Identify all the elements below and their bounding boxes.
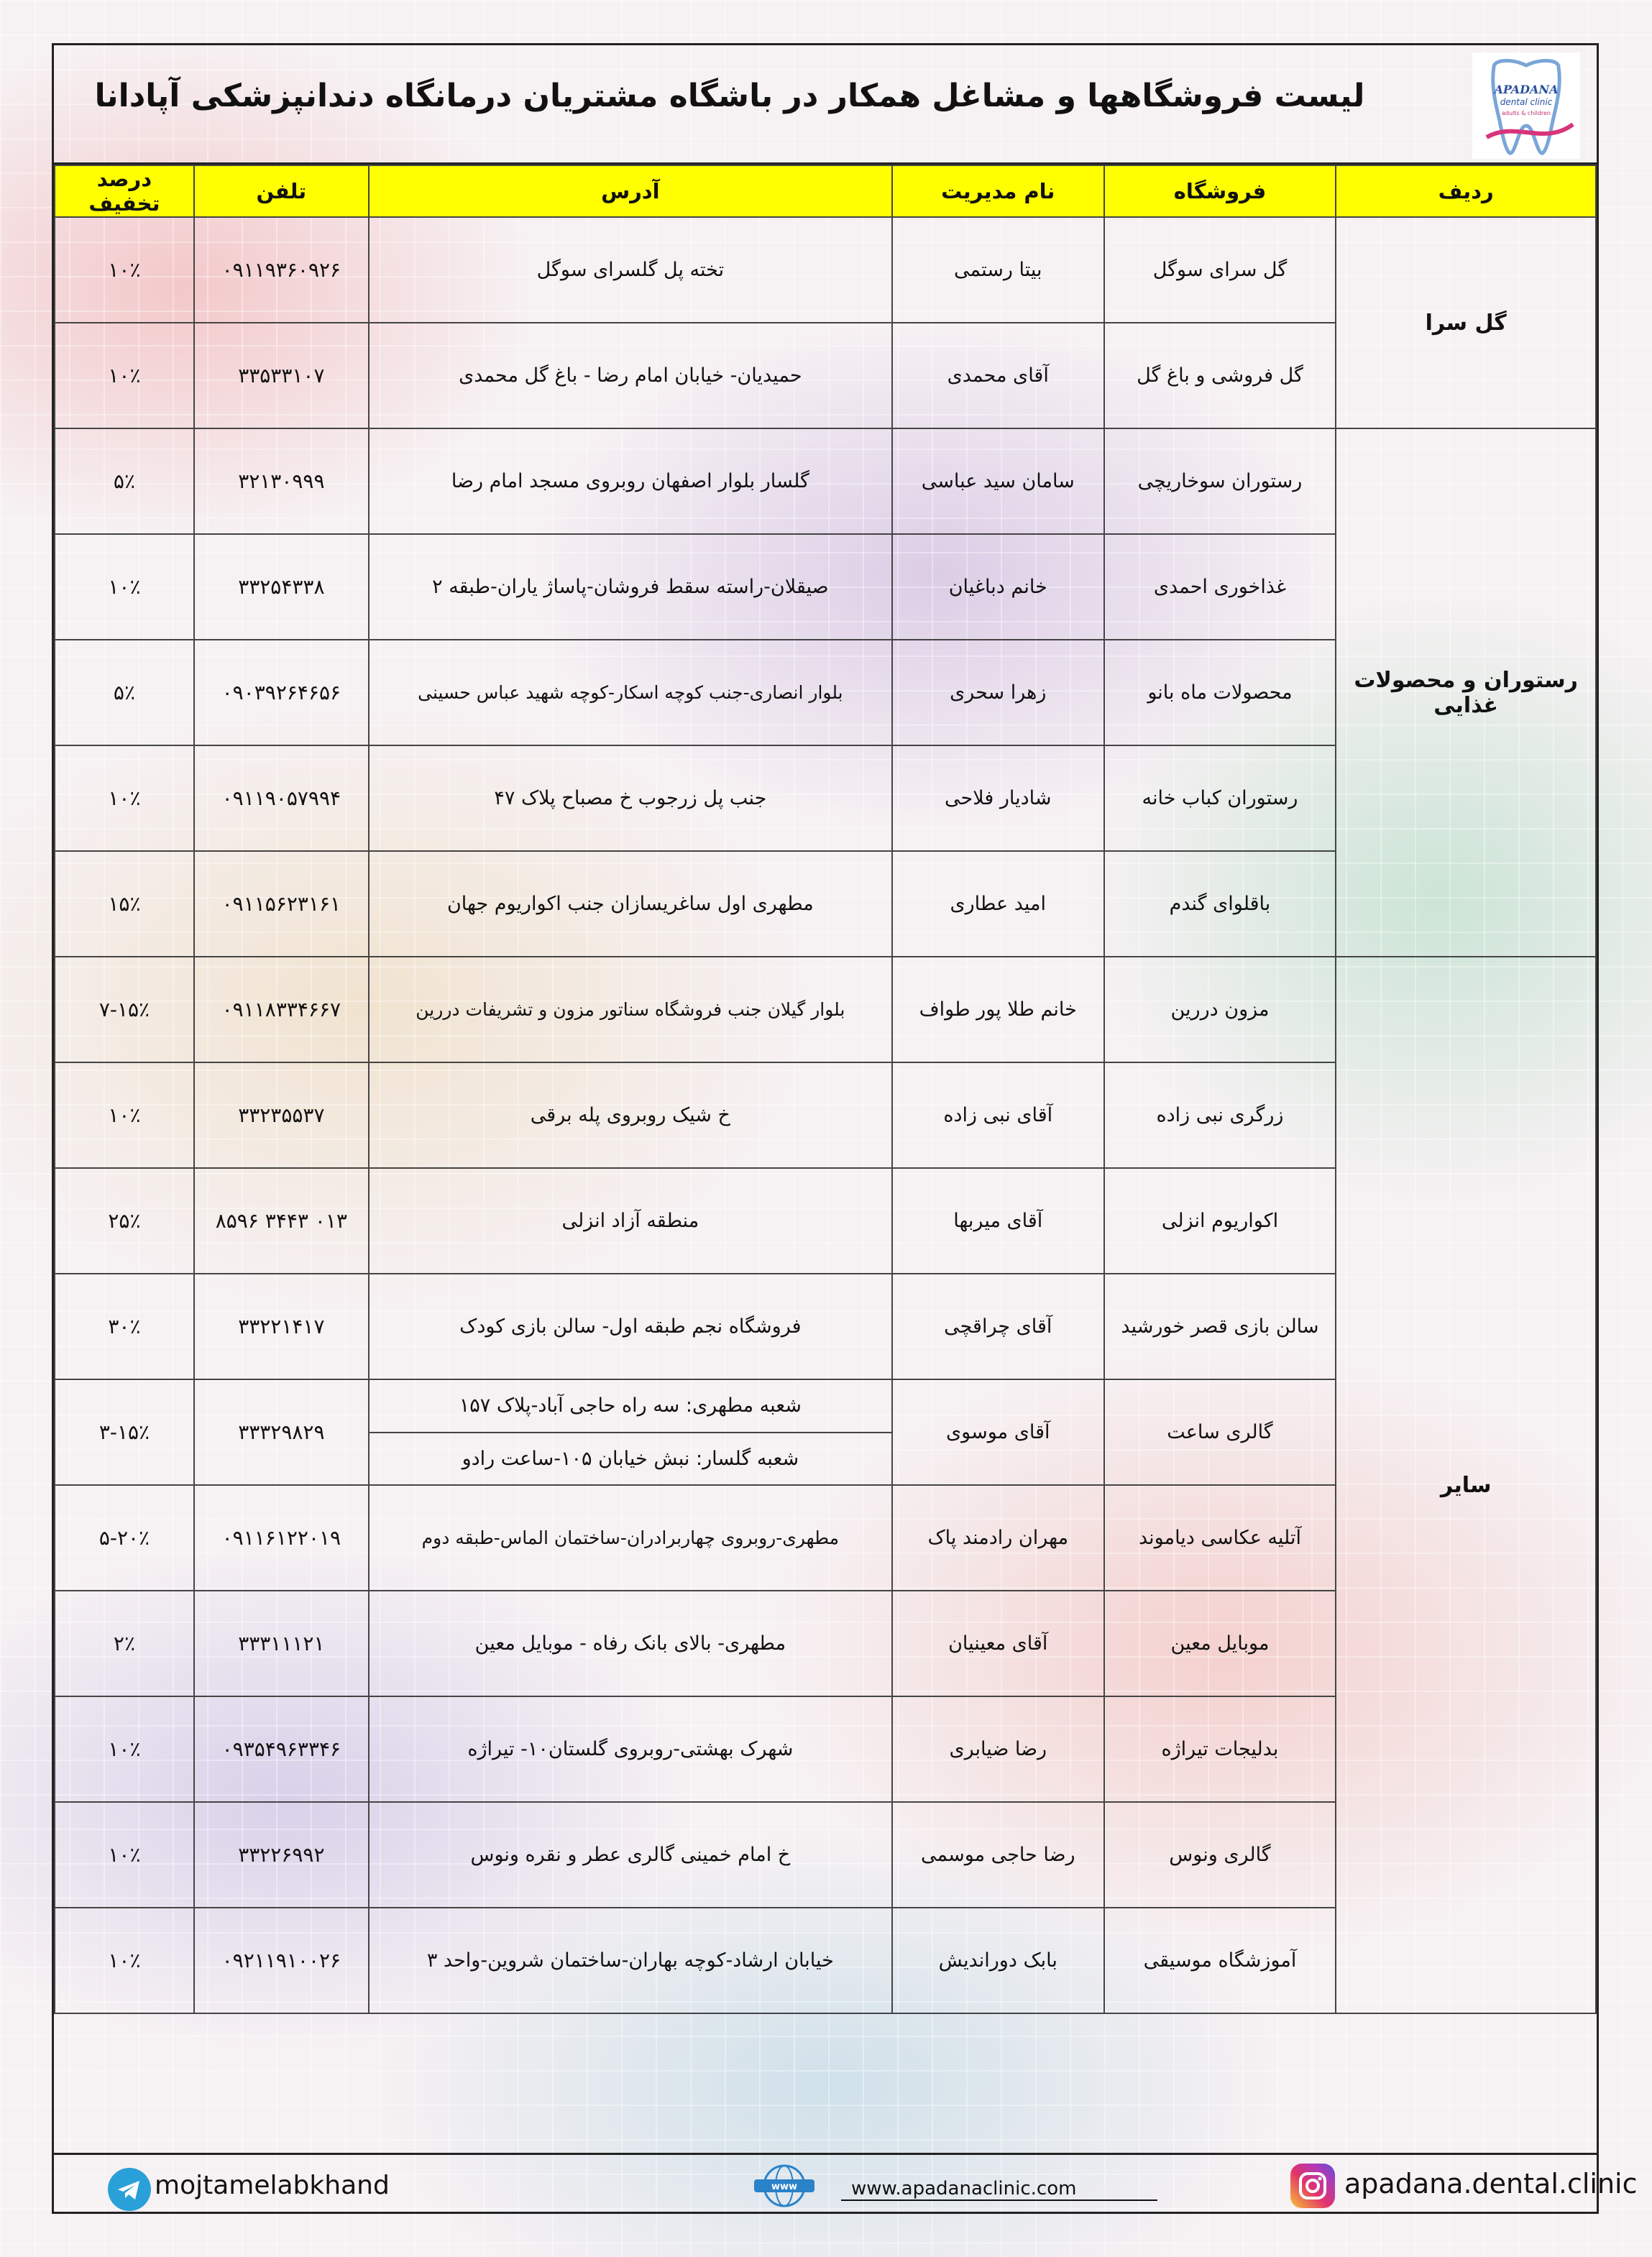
table-row [55, 217, 1596, 323]
phone: ۰۹۱۱۶۱۲۲۰۱۹ [194, 1485, 369, 1591]
address: شهرک بهشتی-روبروی گلستان۱۰- تیراژه [369, 1696, 892, 1802]
store-name: گل فروشی و باغ گل [1104, 323, 1336, 428]
address: صیقلان-راسته سقط فروشان-پاساژ یاران-طبقه ۲ [369, 534, 892, 640]
clinic-logo [1472, 52, 1580, 159]
col-header-store: فروشگاه [1104, 165, 1336, 217]
address: جنب پل زرجوب خ مصباح پلاک ۴۷ [369, 745, 892, 851]
discount: ۵٪ [55, 428, 194, 534]
address: منطقه آزاد انزلی [369, 1168, 892, 1274]
address-branch-1: شعبه مطهری: سه راه حاجی آباد-پلاک ۱۵۷ [369, 1379, 892, 1433]
store-name: گل سرای سوگل [1104, 217, 1336, 323]
phone: ۰۹۱۱۸۳۳۴۶۶۷ [194, 957, 369, 1062]
instagram-icon[interactable] [1290, 2164, 1335, 2208]
manager-name: آقای موسوی [892, 1379, 1104, 1485]
table-header-row [55, 165, 1596, 217]
store-name: باقلوای گندم [1104, 851, 1336, 957]
logo-brand: APADANA [1494, 83, 1559, 96]
discount: ۳۰٪ [55, 1274, 194, 1379]
discount: ۱۰٪ [55, 1062, 194, 1168]
discount: ۵-۲۰٪ [55, 1485, 194, 1591]
discount: ۱۰٪ [55, 534, 194, 640]
table-row [55, 957, 1596, 1062]
www-label: www [771, 2182, 798, 2192]
address: خ شیک روبروی پله برقی [369, 1062, 892, 1168]
address: بلوار انصاری-جنب کوچه اسکار-کوچه شهید عباس حسینی [369, 640, 892, 745]
header [54, 45, 1597, 165]
manager-name: آقای نبی زاده [892, 1062, 1104, 1168]
address: فروشگاه نجم طبقه اول- سالن بازی کودک [369, 1274, 892, 1379]
website-link[interactable]: www.apadanaclinic.com [841, 2178, 1157, 2201]
phone: ۳۳۲۵۴۳۳۸ [194, 534, 369, 640]
phone: ۰۹۰۳۹۲۶۴۶۵۶ [194, 640, 369, 745]
store-name: محصولات ماه بانو [1104, 640, 1336, 745]
address: مطهری- بالای بانک رفاه - موبایل معین [369, 1591, 892, 1696]
col-header-address: آدرس [369, 165, 892, 217]
manager-name: خانم دباغیان [892, 534, 1104, 640]
manager-name: مهران رادمند پاک [892, 1485, 1104, 1591]
discount: ۵٪ [55, 640, 194, 745]
store-name: گالری ونوس [1104, 1802, 1336, 1908]
phone: ۳۳۲۳۵۵۳۷ [194, 1062, 369, 1168]
table-row [55, 428, 1596, 534]
store-name: گالری ساعت [1104, 1379, 1336, 1485]
phone: ۰۹۱۱۹۰۵۷۹۹۴ [194, 745, 369, 851]
logo-subtitle: dental clinic [1500, 97, 1553, 107]
store-name: زرگری نبی زاده [1104, 1062, 1336, 1168]
manager-name: آقای معینیان [892, 1591, 1104, 1696]
col-header-phone: تلفن [194, 165, 369, 217]
address: بلوار گیلان جنب فروشگاه سناتور مزون و تشریفات دررین [369, 957, 892, 1062]
discount: ۱۰٪ [55, 217, 194, 323]
manager-name: رضا حاجی موسمی [892, 1802, 1104, 1908]
discount: ۲۵٪ [55, 1168, 194, 1274]
manager-name: بابک دوراندیش [892, 1908, 1104, 2013]
phone: ۰۹۱۱۹۳۶۰۹۲۶ [194, 217, 369, 323]
col-header-row-number: ردیف [1336, 165, 1596, 217]
store-name: آتلیه عکاسی دیاموند [1104, 1485, 1336, 1591]
discount: ۲٪ [55, 1591, 194, 1696]
telegram-handle[interactable]: mojtamelabkhand [155, 2171, 390, 2200]
address: تخته پل گلسرای سوگل [369, 217, 892, 323]
manager-name: امید عطاری [892, 851, 1104, 957]
category-flowers: گل سرا [1336, 217, 1596, 428]
store-name: بدلیجات تیراژه [1104, 1696, 1336, 1802]
phone: ۰۹۱۱۵۶۲۳۱۶۱ [194, 851, 369, 957]
instagram-handle[interactable]: apadana.dental.clinic [1344, 2168, 1638, 2199]
address: مطهری-روبروی چهاربرادران-ساختمان الماس-طبقه دوم [369, 1485, 892, 1591]
phone: ۳۳۳۱۱۱۲۱ [194, 1591, 369, 1696]
address: خ امام خمینی گالری عطر و نقره ونوس [369, 1802, 892, 1908]
stores-table [54, 165, 1597, 2014]
page-title: لیست فروشگاهها و مشاغل همکار در باشگاه مشتریان درمانگاه دندانپزشکی آپادانا [94, 78, 1365, 114]
discount: ۱۰٪ [55, 323, 194, 428]
manager-name: خانم طلا پور طواف [892, 957, 1104, 1062]
col-header-discount: درصد تخفیف [55, 165, 194, 217]
store-name: غذاخوری احمدی [1104, 534, 1336, 640]
col-header-manager: نام مدیریت [892, 165, 1104, 217]
phone: ۳۲۱۳۰۹۹۹ [194, 428, 369, 534]
discount: ۱۰٪ [55, 745, 194, 851]
discount: ۷-۱۵٪ [55, 957, 194, 1062]
manager-name: آقای میربها [892, 1168, 1104, 1274]
phone: ۳۳۲۲۱۴۱۷ [194, 1274, 369, 1379]
address: خیابان ارشاد-کوچه بهاران-ساختمان شروین-واحد ۳ [369, 1908, 892, 2013]
phone: ۰۹۳۵۴۹۶۳۳۴۶ [194, 1696, 369, 1802]
category-other: سایر [1336, 957, 1596, 2013]
store-name: سالن بازی قصر خورشید [1104, 1274, 1336, 1379]
telegram-icon[interactable] [108, 2168, 151, 2211]
phone: ۳۳۵۳۳۱۰۷ [194, 323, 369, 428]
manager-name: شادیار فلاحی [892, 745, 1104, 851]
address-branch-2: شعبه گلسار: نبش خیابان ۱۰۵-ساعت رادو [369, 1433, 892, 1486]
manager-name: بیتا رستمی [892, 217, 1104, 323]
discount: ۱۰٪ [55, 1802, 194, 1908]
manager-name: آقای محمدی [892, 323, 1104, 428]
address: حمیدیان- خیابان امام رضا - باغ گل محمدی [369, 323, 892, 428]
phone: ۰۱۳ ۳۴۴۳ ۸۵۹۶ [194, 1168, 369, 1274]
phone: ۳۳۳۲۹۸۲۹ [194, 1379, 369, 1485]
address: گلسار بلوار اصفهان روبروی مسجد امام رضا [369, 428, 892, 534]
discount: ۱۵٪ [55, 851, 194, 957]
category-food: رستوران و محصولات غذایی [1336, 428, 1596, 957]
store-name: مزون دررین [1104, 957, 1336, 1062]
logo-tagline: adults & children [1502, 110, 1551, 116]
store-name: رستوران سوخاریچی [1104, 428, 1336, 534]
store-name: آموزشگاه موسیقی [1104, 1908, 1336, 2013]
discount: ۱۰٪ [55, 1908, 194, 2013]
address: مطهری اول ساغریسازان جنب اکواریوم جهان [369, 851, 892, 957]
store-name: رستوران کباب خانه [1104, 745, 1336, 851]
manager-name: سامان سید عباسی [892, 428, 1104, 534]
discount: ۳-۱۵٪ [55, 1379, 194, 1485]
globe-icon [751, 2164, 817, 2208]
phone: ۰۹۲۱۱۹۱۰۰۲۶ [194, 1908, 369, 2013]
discount: ۱۰٪ [55, 1696, 194, 1802]
phone: ۳۳۲۲۶۹۹۲ [194, 1802, 369, 1908]
manager-name: زهرا سحری [892, 640, 1104, 745]
store-name: اکواریوم انزلی [1104, 1168, 1336, 1274]
manager-name: آقای چراقچی [892, 1274, 1104, 1379]
footer [54, 2153, 1638, 2212]
manager-name: رضا ضیابری [892, 1696, 1104, 1802]
store-name: موبایل معین [1104, 1591, 1336, 1696]
